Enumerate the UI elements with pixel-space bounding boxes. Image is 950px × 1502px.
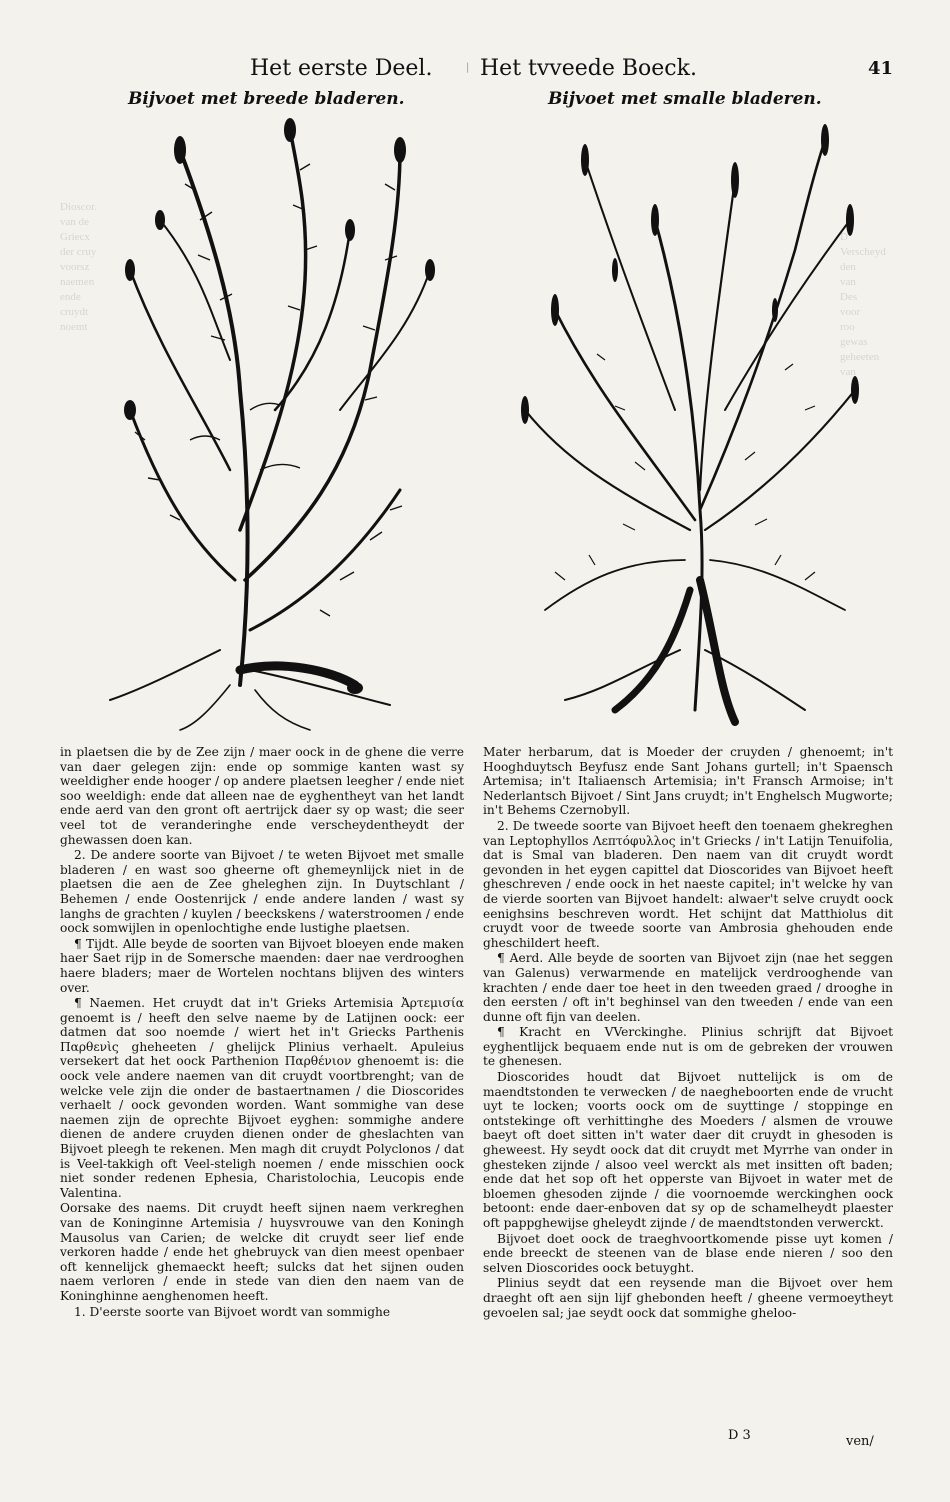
running-head-left: Het eerste Deel.	[250, 56, 433, 81]
left-paragraph: ¶ Naemen. Het cruydt dat in't Grieks Artemisia Ἀρτεμισία genoemt is / heeft den selve naeme by de Latijnen oock: eer datmen dat soo noemde / wiert het in't Griecks Parthenis Παρθενὶς gheheeten / ghelijck Plinius verhaelt. Apuleius versekert dat het oock Parthenion Παρθένιον ghenoemt is: die oock vele andere naemen van dit cruydt voortbrenght; van de welcke vele zijn die onder de bastaertnamen / die Dioscorides verhaelt / oock gevonden worden. Want sommighe van dese naemen zijn de oprechte Bijvoet eyghen: sommighe andere dienen de andere cruyden dienen onder de gheslachten van Bijvoet pleegh te rekenen. Men magh dit cruydt Polyclonos / dat is Veel-takkigh oft Veel-steligh noemen / ende misschien oock niet sonder redenen Ephesia, Charistolochia, Leucopis ende Valentina.	[60, 996, 464, 1200]
catchword: ven/	[846, 1434, 874, 1449]
show-through-text-right: D Verscheyd den van Des voor roo gewas geheeten van	[840, 231, 886, 378]
right-paragraph: Mater herbarum, dat is Moeder der cruyden / ghenoemt; in't Hooghduytsch Beyfusz ende Sant Johans gurtell; in't Spaensch Artemisa; in't Italiaensch Artemisia; in't Fransch Armoise; in't Nederlantsch Bijvoet / Sint Jans cruydt; in't Enghelsch Mugworte; in't Behems Czernobyll.	[483, 745, 893, 818]
right-paragraph: ¶ Aerd. Alle beyde de soorten van Bijvoet zijn (nae het seggen van Galenus) verwarmende en matelijck verdrooghende van krachten / ende daer toe heet in den tweeden graed / drooghe in den eersten / oft in't beghinsel van den tweeden / ende van een dunne oft fijn van deelen.	[483, 951, 893, 1024]
left-paragraph: 1. D'eerste soorte van Bijvoet wordt van sommighe	[74, 1304, 391, 1319]
right-paragraph: 2. De tweede soorte van Bijvoet heeft den toenaem ghekreghen van Leptophyllos Λεπτόφυλλος in't Griecks / in't Latijn Tenuifolia, dat is Smal van bladeren. Den naem van dit cruydt wordt gevonden in het eygen capittel dat Dioscorides van Bijvoet heeft gheschreven / ende oock in het naeste capitel; in't welcke hy van de vierde soorten van Bijvoet handelt: alwaer't selve cruydt oock eenighsins beschreven wordt. Het schijnt dat Matthiolus dit cruydt voor de tweede soorte van Ambrosia ghehouden ende gheschildert heeft.	[483, 818, 893, 950]
text-column-right	[483, 745, 893, 1321]
left-paragraph: in plaetsen die by de Zee zijn / maer oock in de ghene die verre van daer gelegen zijn: ende op sommige kanten wast sy weeldigher ende hooger / op andere plaetsen leegher / ende niet soo weeldigh: ende dat alleen nae de eyghentheyt van het landt ende aerd van den gront oft aertrijck daer sy op wast; die seer veel tot de veranderinghe ende verscheydentheydt der ghewassen doen kan.	[60, 745, 464, 847]
woodcut-broad-leaved-mugwort	[100, 110, 470, 735]
woodcut-illustration-left	[100, 110, 470, 735]
figure-caption-left: Bijvoet met breede bladeren.	[128, 89, 405, 109]
running-head-right: Het tvveede Boeck.	[480, 56, 697, 81]
text-column-left	[60, 745, 464, 1320]
page-footer	[0, 1428, 950, 1468]
right-paragraph: Bijvoet doet oock de traeghvoortkomende pisse uyt komen / ende breeckt de steenen van de blase ende nieren / soo den selven Dioscorides oock betuyght.	[483, 1231, 893, 1275]
left-paragraph: 2. De andere soorte van Bijvoet / te weten Bijvoet met smalle bladeren / en wast soo gheerne oft ghemeynlijck niet in de plaetsen die aen de Zee gheleghen zijn. In Duytschlant / Behemen / ende Oostenrijck / ende andere landen / wast sy langhs de grachten / kuylen / beeckskens / waterstroomen / ende oock somwijlen in openlochtighe ende lustighe plaetsen.	[60, 848, 464, 936]
right-paragraph: ¶ Kracht en VVerckinghe. Plinius schrijft dat Bijvoet eyghentlijck bequaem ende nut is om de gebreken der vrouwen te ghenesen.	[483, 1025, 893, 1069]
running-head-divider: |	[466, 62, 470, 73]
woodcut-illustration-right	[505, 110, 875, 735]
signature-mark: D 3	[728, 1428, 751, 1443]
right-paragraph: Dioscorides houdt dat Bijvoet nuttelijck is om de maendtstonden te verwecken / de naegheboorten ende de vrucht uyt te locken; voorts oock om de suyttinge / stoppinge en ontstekinge oft verhittinghe des Moeders / alsmen de vrouwe baeyt oft doet sitten in't water daer dit cruydt in ghesoden is gheweest. Hy seydt oock dat dit cruydt met Myrrhe van onder in ghesteken zijnde / alsoo veel werckt als met insitten oft baden; ende dat het sop oft het opperste van Bijvoet in water met de bloemen ghesoden zijnde / die voornoemde werckinghen oock betoont: ende daer-enboven dat sy op de schamelheydt plaester oft pappghewijse gheleydt zijnde / de maendtstonden verwerckt.	[483, 1070, 893, 1230]
running-head	[0, 50, 950, 90]
figure-caption-right: Bijvoet met smalle bladeren.	[548, 89, 822, 109]
left-paragraph: Oorsake des naems. Dit cruydt heeft sijnen naem verkreghen van de Koninginne Artemisia / huysvrouwe van den Koningh Mausolus van Carien; de welcke dit cruydt seer lief ende verkoren hadde / ende het ghebruyck van dien meest openbaer oft kennelijck ghemaeckt heeft; sulcks dat het sijnen ouden naem verloren / ende in stede van dien den naem van de Koninghinne aenghenomen heeft.	[60, 1201, 464, 1303]
right-paragraph: Plinius seydt dat een reysende man die Bijvoet over hem draeght oft aen sijn lijf ghebonden heeft / gheene vermoeytheyt gevoelen sal; jae seydt oock dat sommighe gheloo-	[483, 1276, 893, 1320]
woodcut-narrow-leaved-mugwort	[505, 110, 875, 735]
left-paragraph: ¶ Tijdt. Alle beyde de soorten van Bijvoet bloeyen ende maken haer Saet rijp in de Somersche maenden: daer nae verdrooghen haere bladers; maer de Wortelen nochtans blijven des winters over.	[60, 936, 464, 995]
page-number: 41	[868, 58, 894, 79]
show-through-text-left: Dioscor. van de Griecx der cruy voorsz naemen ende cruydt noemt	[60, 201, 97, 333]
